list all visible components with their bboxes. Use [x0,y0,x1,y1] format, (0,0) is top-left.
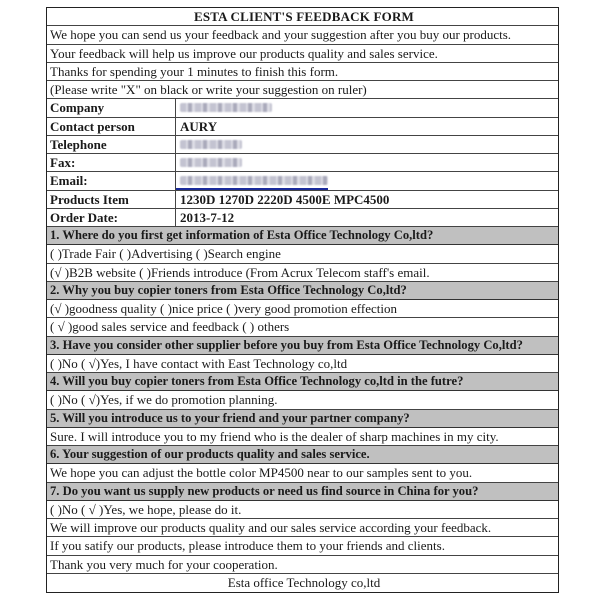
fax-label: Fax: [47,154,176,171]
order-date-field [47,209,558,227]
answer-line: (√ )B2B website ( )Friends introduce (From Acrux Telecom staff's email. [47,264,558,282]
answer-line: ( )No ( √ )Yes, we hope, please do it. [47,501,558,519]
company-label: Company [47,99,176,116]
answer-line: Sure. I will introduce you to my friend who is the dealer of sharp machines in my city. [47,428,558,446]
telephone-label: Telephone [47,136,176,153]
answer-line: (√ )goodness quality ( )nice price ( )very good promotion effection [47,300,558,318]
order-date-value: 2013-7-12 [180,209,235,225]
contact-field [47,118,558,136]
answer-line: ( √ )good sales service and feedback ( ) others [47,318,558,336]
order-date-label: Order Date: [47,209,176,226]
signature: Esta office Technology co,ltd [227,574,381,590]
contact-label: Contact person [47,118,176,135]
fax-value-redacted [176,154,242,171]
closing-line: If you satify our products, please introduce them to your friends and clients. [47,537,558,555]
answer-line: ( )Trade Fair ( )Advertising ( )Search engine [47,245,558,263]
email-label: Email: [47,172,176,189]
telephone-field [47,136,558,154]
question-7: 7. Do you want us supply new products or need us find source in China for you? [47,483,558,501]
products-label: Products Item [47,191,176,208]
closing-line: We will improve our products quality and our sales service according your feedback. [47,519,558,537]
email-field [47,172,558,190]
email-link-redacted[interactable] [176,172,328,189]
answer-line: ( )No ( √)Yes, if we do promotion planning. [47,391,558,409]
intro-line: Your feedback will help us improve our products quality and sales service. [47,45,558,63]
question-3: 3. Have you consider other supplier before you buy from Esta Office Technology Co,ltd? [47,337,558,355]
question-4: 4. Will you buy copier toners from Esta Office Technology co,ltd in the futre? [47,373,558,391]
company-value-redacted [176,99,272,116]
answer-line: ( )No ( √)Yes, I have contact with East Technology co,ltd [47,355,558,373]
fax-field [47,154,558,172]
question-1: 1. Where do you first get information of Esta Office Technology Co,ltd? [47,227,558,245]
contact-value: AURY [180,118,218,134]
question-5: 5. Will you introduce us to your friend and your partner company? [47,410,558,428]
company-field [47,99,558,117]
products-value: 1230D 1270D 2220D 4500E MPC4500 [180,191,390,207]
feedback-form [46,7,559,593]
answer-line: We hope you can adjust the bottle color MP4500 near to our samples sent to you. [47,464,558,482]
products-field [47,191,558,209]
intro-line: (Please write "X" on black or write your suggestion on ruler) [47,81,558,99]
closing-line: Thank you very much for your cooperation. [47,556,558,574]
question-6: 6. Your suggestion of our products quality and sales service. [47,446,558,464]
telephone-value-redacted [176,136,242,153]
intro-line: We hope you can send us your feedback and your suggestion after you buy our products. [47,26,558,44]
form-title: ESTA CLIENT'S FEEDBACK FORM [47,8,558,26]
question-2: 2. Why you buy copier toners from Esta Office Technology Co,ltd? [47,282,558,300]
intro-line: Thanks for spending your 1 minutes to finish this form. [47,63,558,81]
